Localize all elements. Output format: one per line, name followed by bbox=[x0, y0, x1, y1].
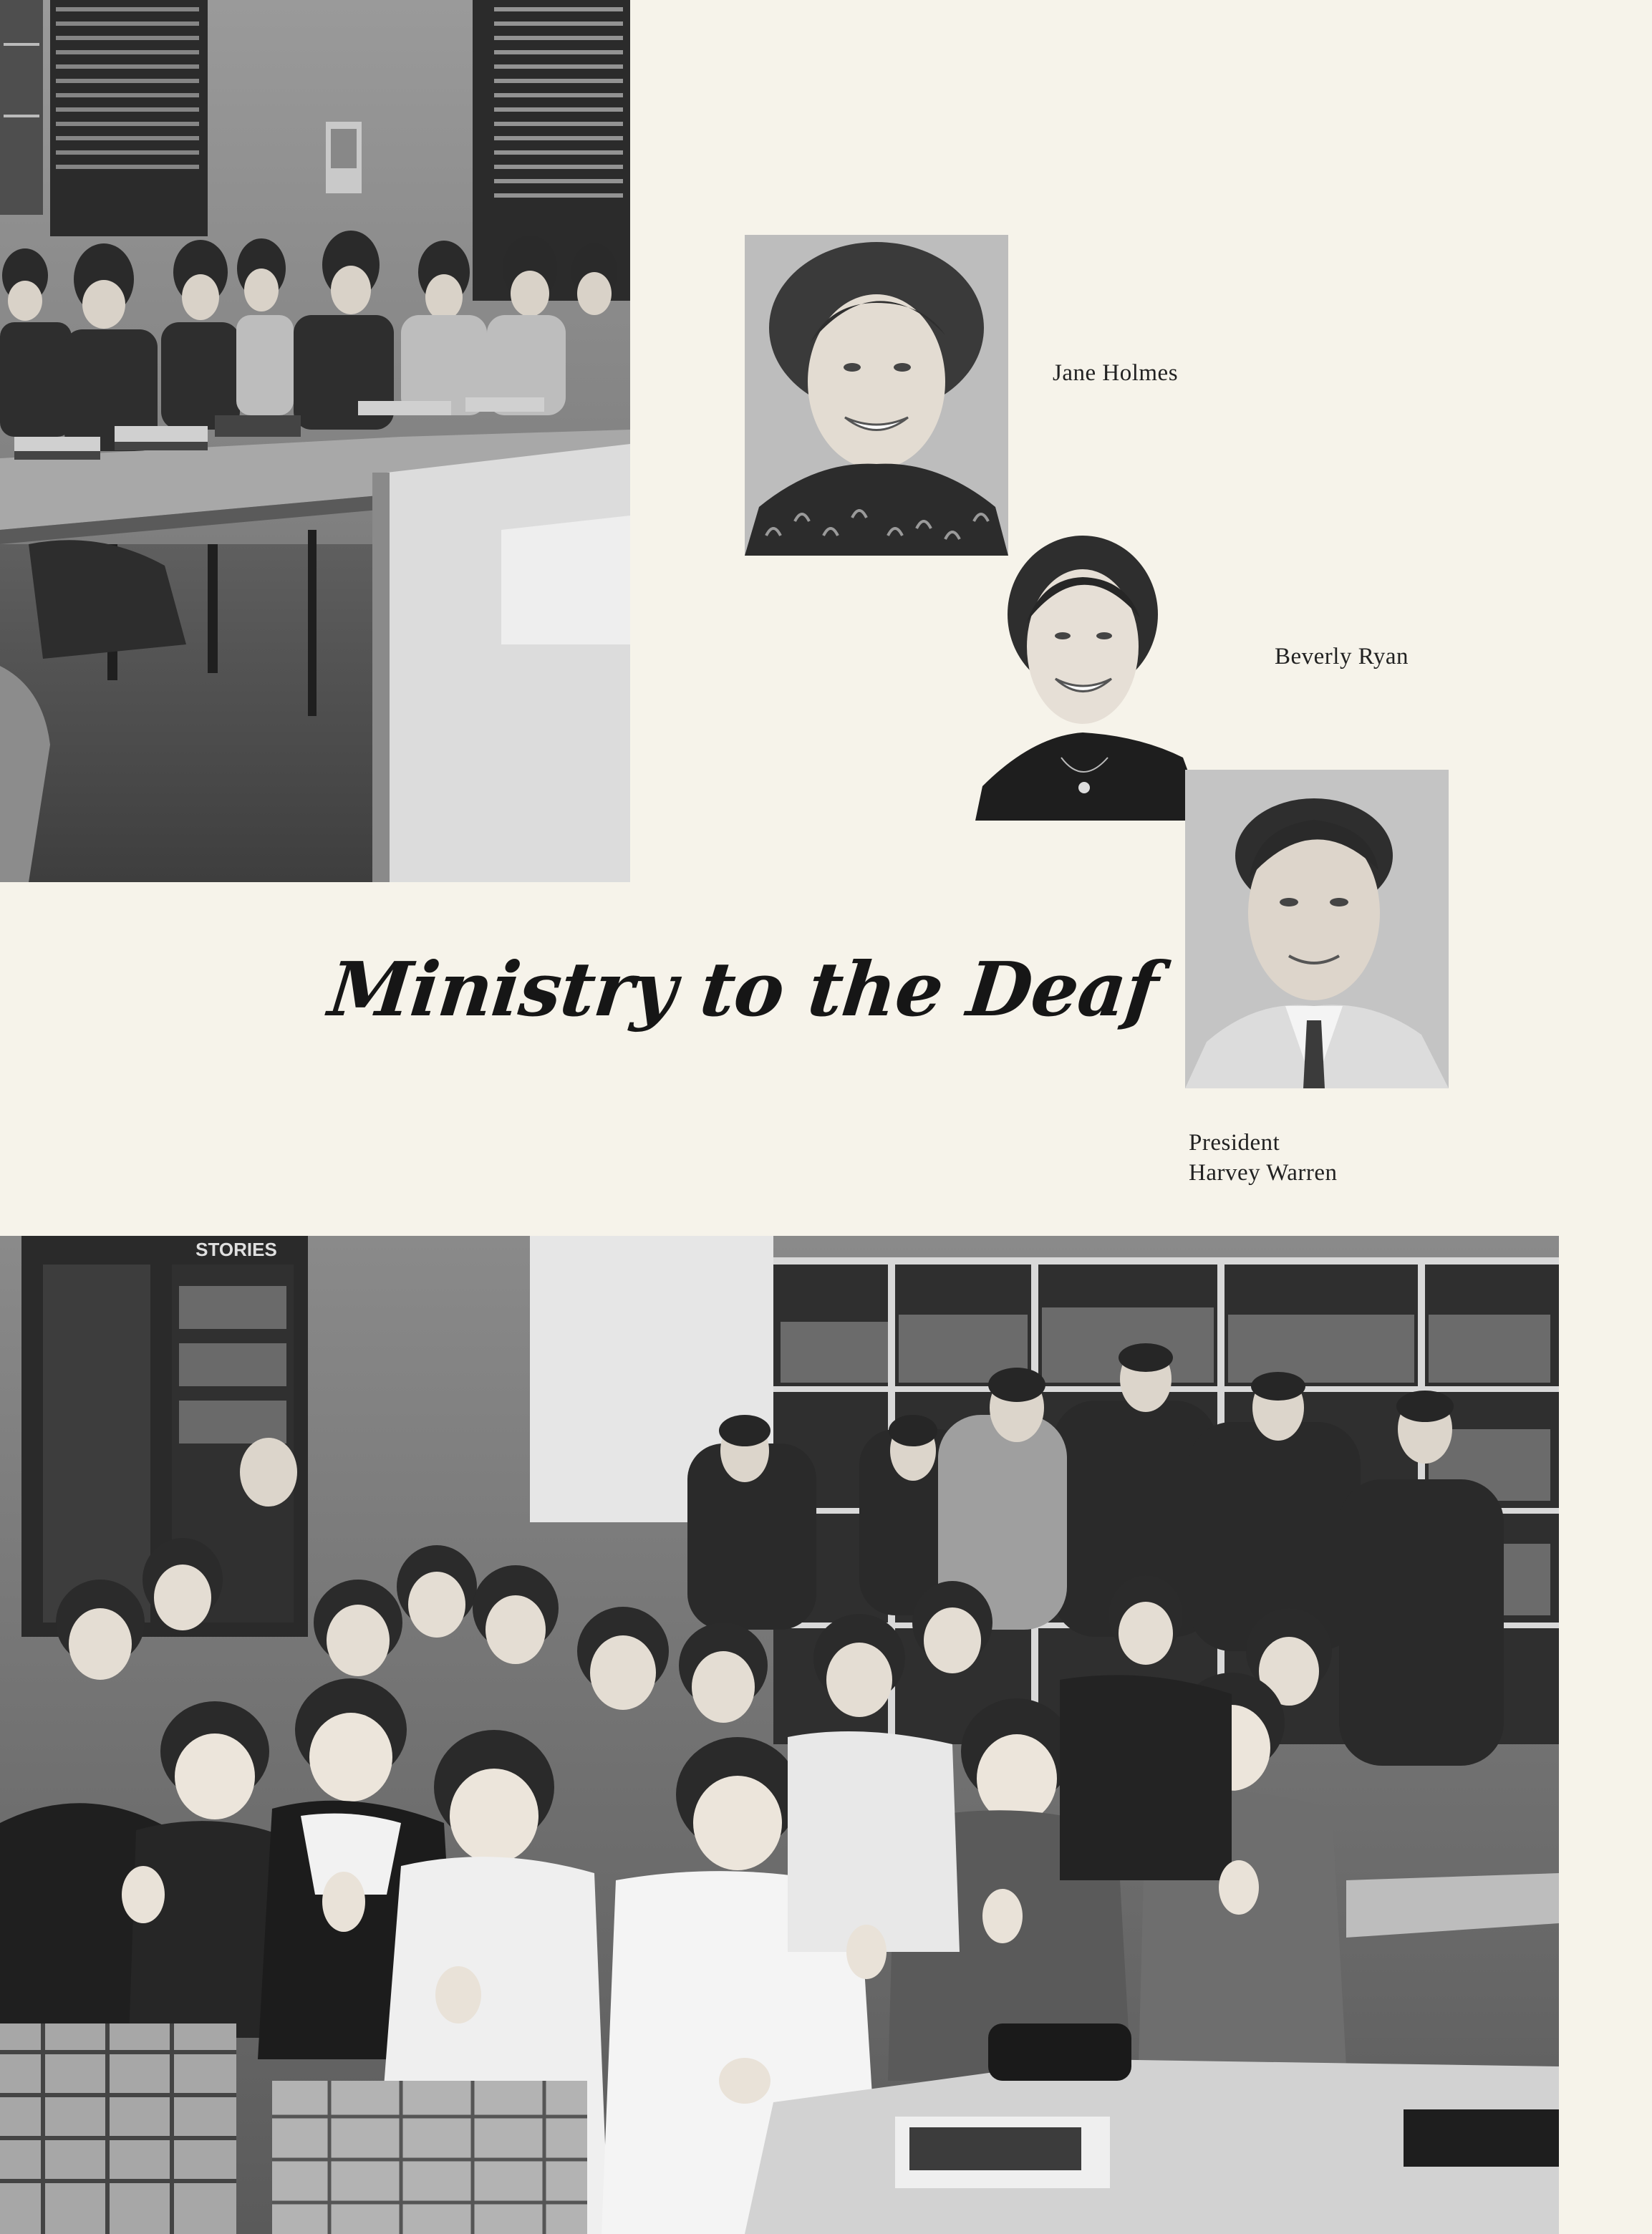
portrait-harvey-warren-image bbox=[1185, 770, 1449, 1088]
classroom-photo-top bbox=[0, 0, 630, 882]
portrait-beverly-ryan-image bbox=[975, 521, 1206, 821]
page-title: Ministry to the Deaf bbox=[324, 945, 1162, 1033]
caption-harvey-warren-line-2: Harvey Warren bbox=[1189, 1160, 1338, 1186]
sign-stories: STORIES bbox=[195, 1239, 277, 1260]
caption-jane-holmes-line-1: Jane Holmes bbox=[1053, 360, 1179, 386]
caption-jane-holmes bbox=[1053, 358, 1178, 388]
portrait-harvey-warren bbox=[1185, 770, 1449, 1088]
classroom-photo-top-image bbox=[0, 0, 630, 882]
portrait-jane-holmes-image bbox=[745, 235, 1008, 556]
portrait-beverly-ryan bbox=[975, 521, 1206, 821]
caption-harvey-warren bbox=[1189, 1128, 1338, 1188]
group-photo-bottom bbox=[0, 1236, 1559, 2234]
portrait-jane-holmes bbox=[745, 235, 1008, 556]
caption-harvey-warren-line-1: President bbox=[1189, 1130, 1280, 1156]
caption-beverly-ryan bbox=[1275, 642, 1409, 672]
group-photo-bottom-image bbox=[0, 1236, 1559, 2234]
caption-beverly-ryan-line-1: Beverly Ryan bbox=[1275, 644, 1409, 669]
